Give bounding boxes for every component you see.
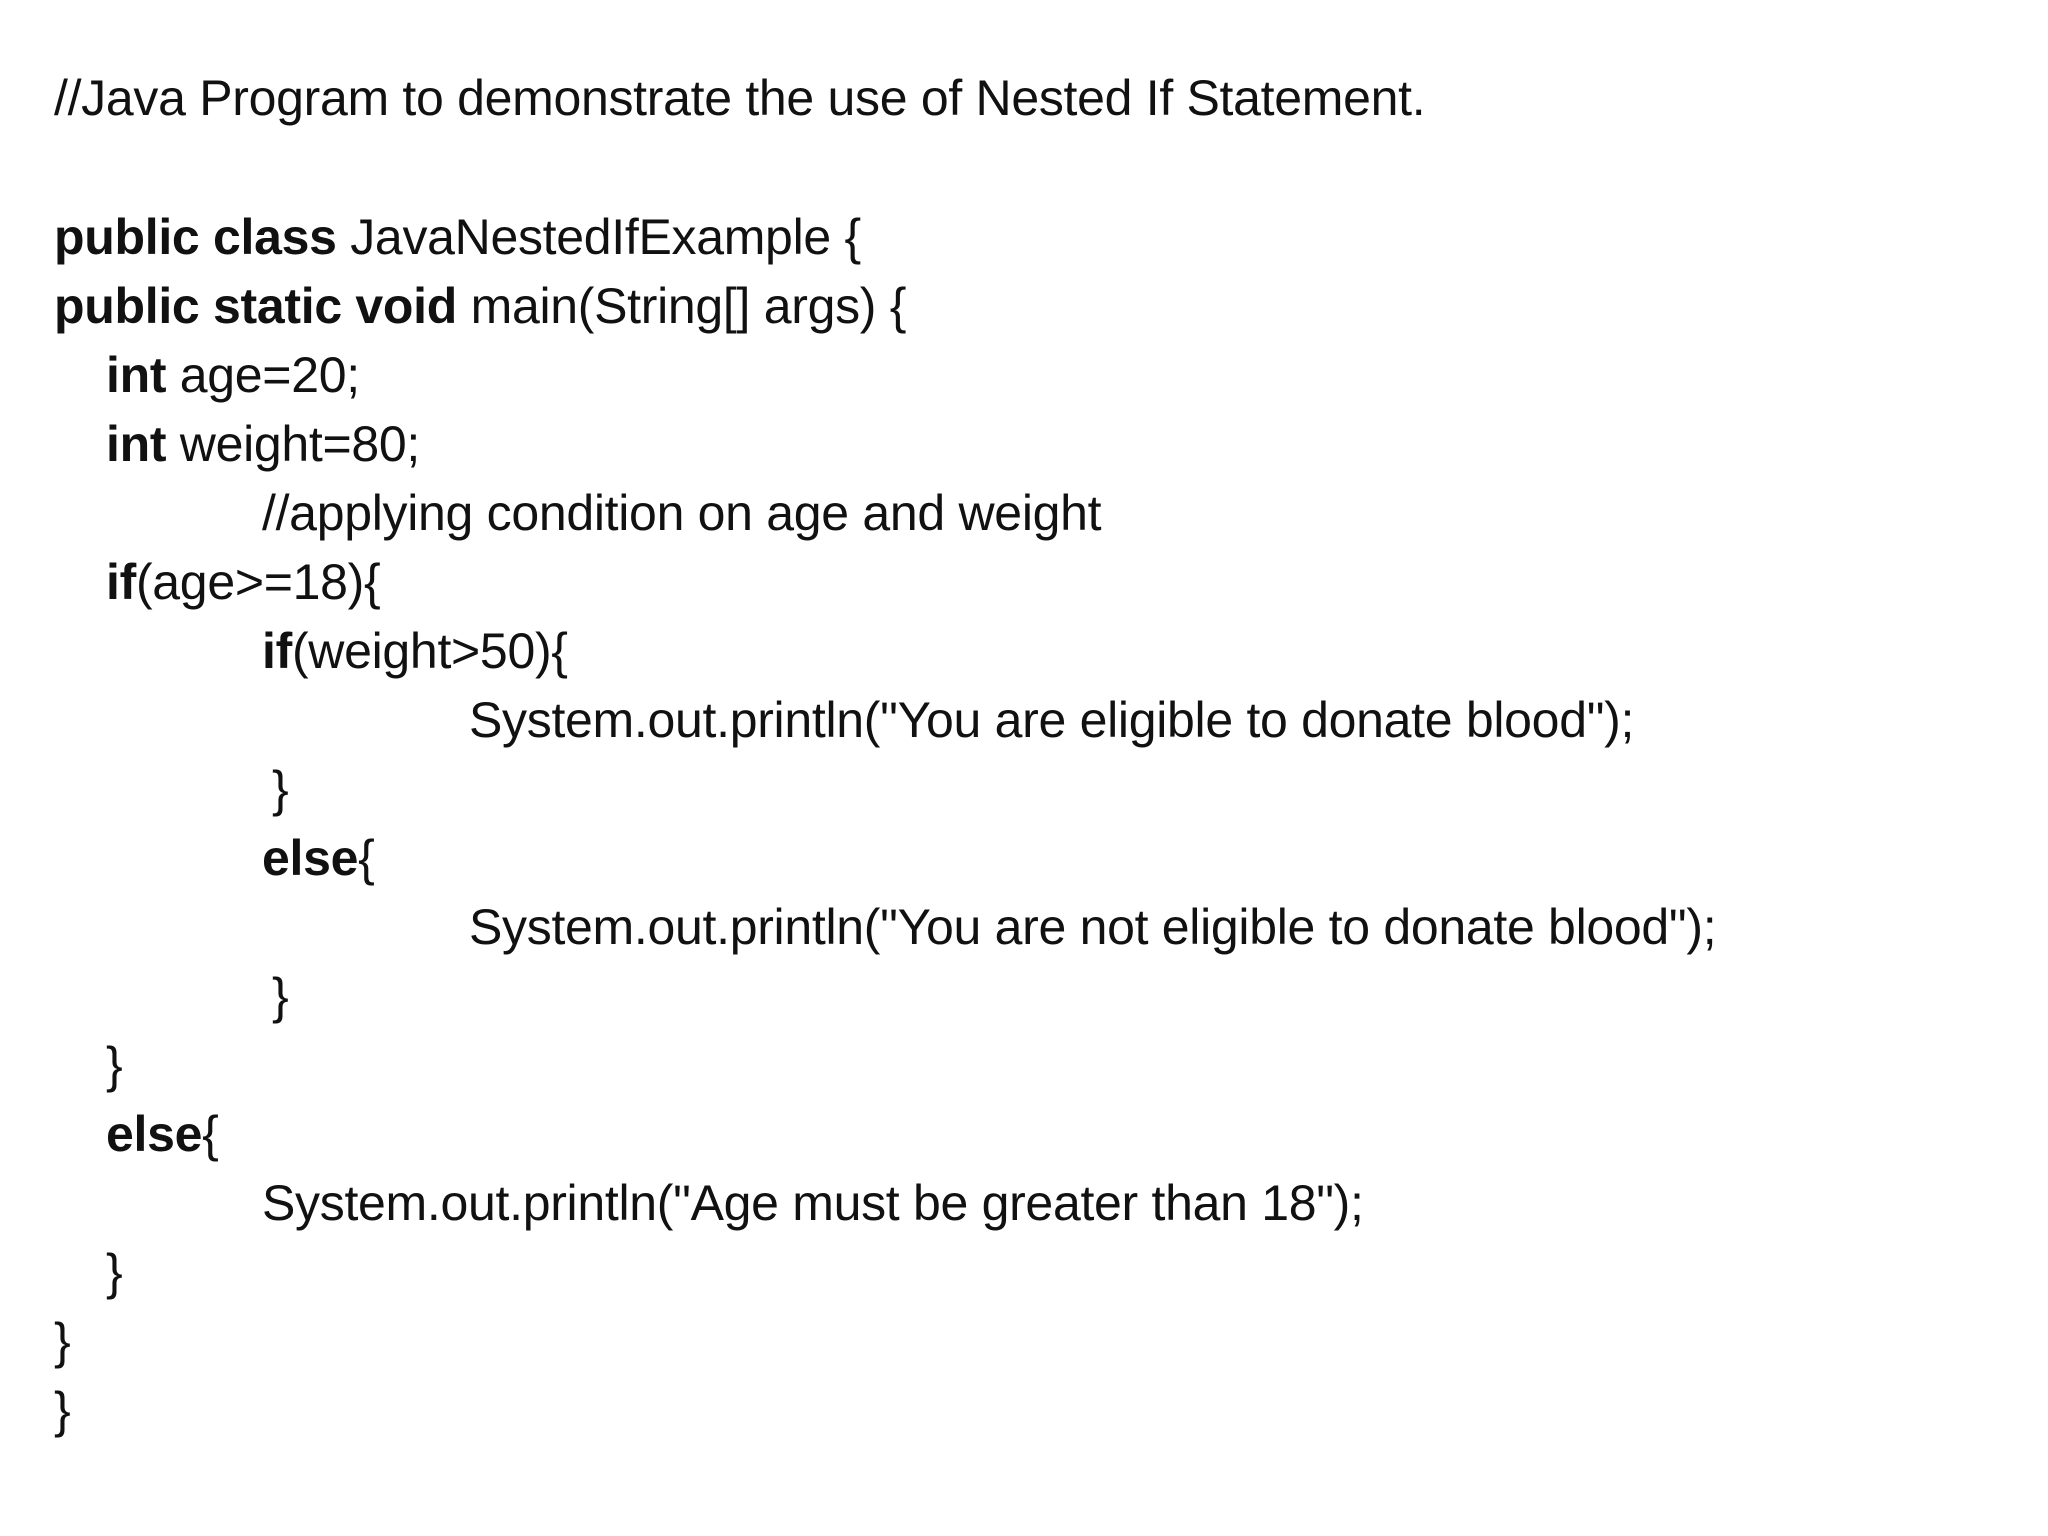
code-line-close-brace-2: }	[272, 968, 289, 1024]
code-line-print-not-eligible: System.out.println("You are not eligible to donate blood");	[469, 899, 1717, 955]
code-line-print-age: System.out.println("Age must be greater than 18");	[262, 1175, 1364, 1231]
comment-title: //Java Program to demonstrate the use of Nested If Statement.	[54, 70, 1426, 126]
code-line-inline-comment: //applying condition on age and weight	[262, 485, 1102, 541]
code-line-print-eligible: System.out.println("You are eligible to donate blood");	[469, 692, 1635, 748]
code-line-outer-else: else{	[106, 1106, 219, 1162]
code-line-if-weight: if(weight>50){	[262, 623, 568, 679]
code-line-close-brace-4: }	[106, 1244, 123, 1300]
code-line-main-decl: public static void main(String[] args) {	[54, 278, 907, 334]
code-line-close-brace-5: }	[54, 1313, 71, 1369]
code-line-close-brace-6: }	[54, 1382, 71, 1438]
code-line-inner-else: else{	[262, 830, 375, 886]
code-line-close-brace-1: }	[272, 761, 289, 817]
code-line-if-age: if(age>=18){	[106, 554, 381, 610]
code-line-age-decl: int age=20;	[106, 347, 360, 403]
code-line-weight-decl: int weight=80;	[106, 416, 421, 472]
code-line-class-decl: public class JavaNestedIfExample {	[54, 209, 861, 265]
code-line-close-brace-3: }	[106, 1037, 123, 1093]
